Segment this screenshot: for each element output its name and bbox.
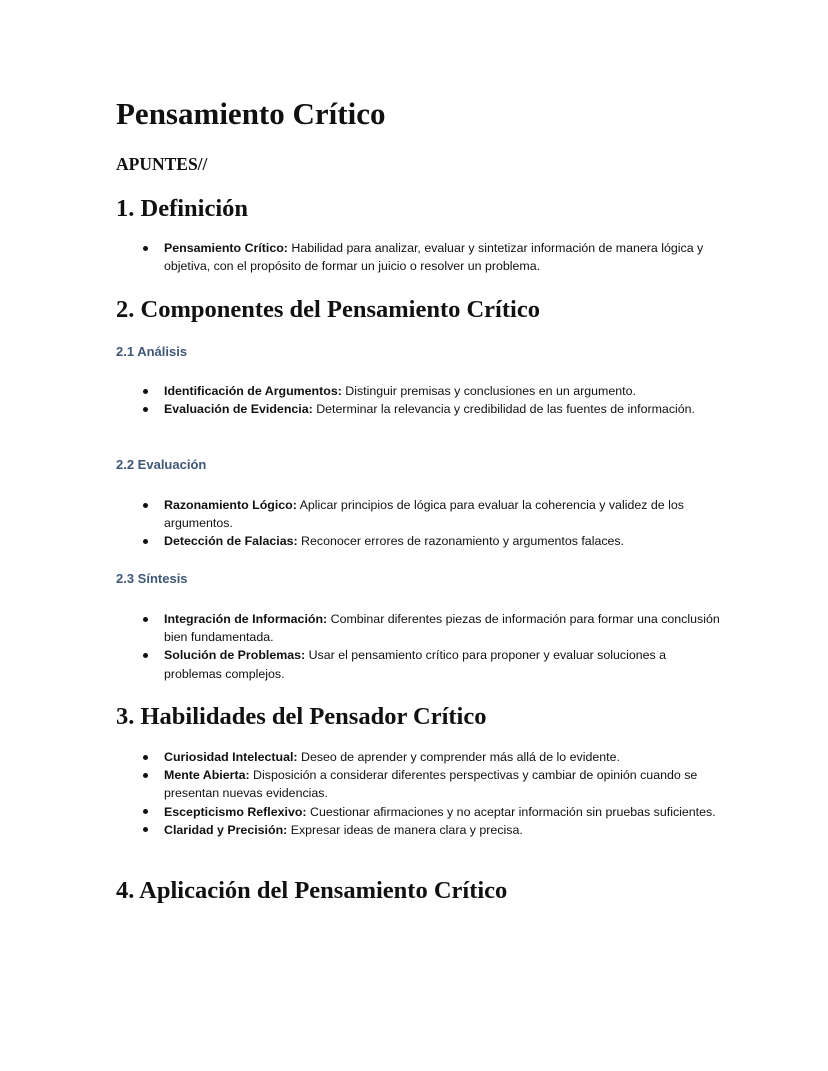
item-text: Disposición a considerar diferentes perspectivas y cambiar de opinión cuando se presentan nuevas evidencias. <box>164 768 698 801</box>
subsection-heading-analisis: 2.1 Análisis <box>116 344 188 359</box>
list-item <box>164 496 724 532</box>
item-term: Claridad y Precisión: <box>164 822 288 837</box>
item-text: Deseo de aprender y comprender más allá de lo evidente. <box>297 750 620 764</box>
subsection-heading-sintesis: 2.3 Síntesis <box>116 571 188 586</box>
item-text: Usar el pensamiento crítico para proponer y evaluar soluciones a problemas complejos. <box>164 648 667 681</box>
item-term: Pensamiento Crítico: <box>164 241 288 255</box>
item-text: Reconocer errores de razonamiento y argumentos falaces. <box>297 534 625 549</box>
section-heading-aplicacion: 4. Aplicación del Pensamiento Crítico <box>116 877 508 904</box>
item-term: Integración de Información: <box>164 612 328 626</box>
section-heading-habilidades: 3. Habilidades del Pensador Crítico <box>116 703 487 730</box>
bullet-list-sintesis <box>164 610 724 683</box>
item-term: Solución de Problemas: <box>164 648 306 663</box>
document-title: Pensamiento Crítico <box>116 96 386 131</box>
item-text: Aplicar principios de lógica para evaluar la coherencia y validez de los argumentos. <box>164 498 684 531</box>
item-text: Distinguir premisas y conclusiones en un argumento. <box>341 384 636 398</box>
list-item <box>164 646 724 682</box>
bullet-list-habilidades <box>164 748 724 839</box>
bullet-list-analisis <box>164 382 724 418</box>
bullet-list-definicion <box>164 239 724 275</box>
list-item <box>164 748 724 766</box>
item-term: Mente Abierta: <box>164 768 250 783</box>
bullet-list-evaluacion <box>164 496 724 551</box>
list-item <box>164 821 724 839</box>
list-item <box>164 766 724 802</box>
item-term: Curiosidad Intelectual: <box>164 750 298 764</box>
list-item <box>164 610 724 646</box>
item-term: Identificación de Argumentos: <box>164 384 342 398</box>
item-term: Detección de Falacias: <box>164 534 298 549</box>
list-item <box>164 400 724 418</box>
list-item <box>164 382 724 400</box>
list-item <box>164 803 724 821</box>
item-text: Cuestionar afirmaciones y no aceptar información sin pruebas suficientes. <box>306 804 716 819</box>
subsection-heading-evaluacion: 2.2 Evaluación <box>116 457 207 472</box>
section-heading-definicion: 1. Definición <box>116 195 249 222</box>
document-subtitle: APUNTES// <box>116 154 208 174</box>
item-term: Evaluación de Evidencia: <box>164 402 313 417</box>
item-text: Expresar ideas de manera clara y precisa. <box>287 822 523 837</box>
item-term: Escepticismo Reflexivo: <box>164 804 307 819</box>
section-heading-componentes: 2. Componentes del Pensamiento Crítico <box>116 296 540 323</box>
list-item <box>164 532 724 550</box>
item-text: Combinar diferentes piezas de información para formar una conclusión bien fundamentada. <box>164 612 720 645</box>
item-term: Razonamiento Lógico: <box>164 498 297 512</box>
item-text: Habilidad para analizar, evaluar y sintetizar información de manera lógica y objetiva, con el propósito de formar un juicio o resolver un problema. <box>164 241 704 274</box>
list-item <box>164 239 724 275</box>
item-text: Determinar la relevancia y credibilidad de las fuentes de información. <box>312 402 695 417</box>
